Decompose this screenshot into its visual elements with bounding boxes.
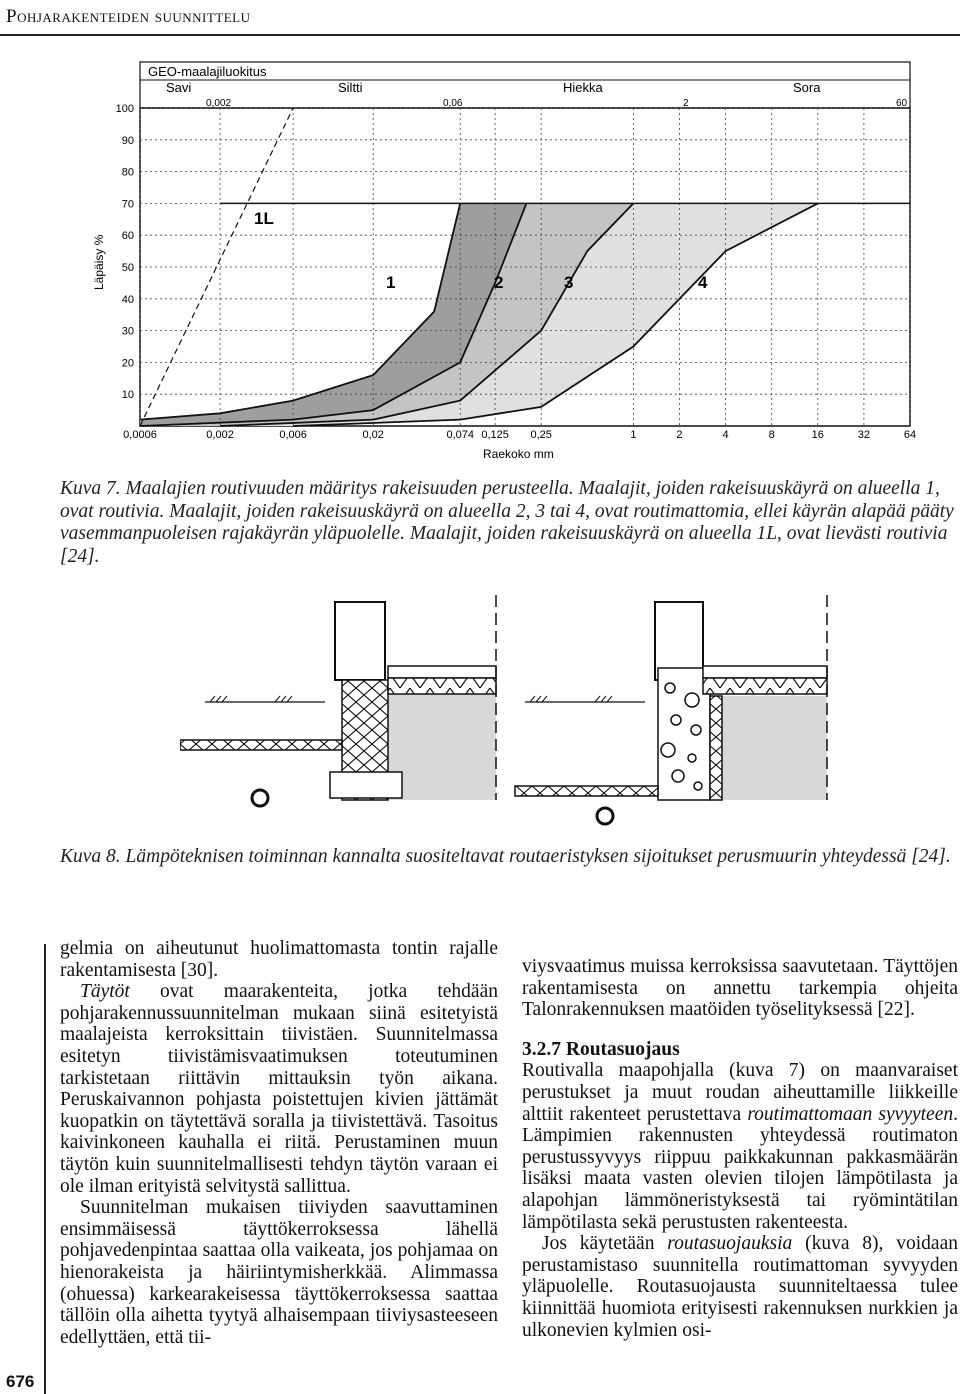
class-boundary-1: 0,06 (443, 98, 463, 109)
x-axis-title: Raekoko mm (483, 447, 554, 461)
zone-label-2: 2 (494, 273, 504, 292)
grass-mark-left (210, 696, 292, 702)
zone-label-1L: 1L (254, 209, 274, 228)
paragraph: gelmia on aiheutunut huolimattomasta tontin rajalle rakentamisesta [30]. (60, 938, 498, 981)
x-tick-label: 16 (811, 429, 824, 441)
y-tick-label: 70 (121, 198, 134, 211)
x-tick-label: 0,0006 (123, 429, 157, 441)
paragraph-text: Jos käytetään (542, 1233, 668, 1255)
x-tick-label: 0,074 (446, 429, 474, 441)
figure7-caption: Kuva 7. Maalajien routivuuden määritys rakeisuuden perusteella. Maalajit, joiden rakeisuuskäyrä on alueella 1, ovat routivia. Maalajit, joiden rakeisuuskäyrä on alueella 2, 3 tai 4, ovat routimattomia, ellei käyrän alapää pääty vasemmanpuoleisen rajakäyrän yläpuolelle. Maalajit, joiden rakeisuuskäyrä on alueella 1L, ovat lievästi routivia [24]. (60, 478, 954, 567)
floor-insulation-left (388, 678, 496, 694)
paragraph: viysvaatimus muissa kerroksissa saavutetaan. Täyttöjen rakentamisesta on annettu tarkempia ohjeita Talonrakennuksen maatöiden työselityksessä [22]. (522, 956, 958, 1021)
page-number: 676 (6, 1372, 35, 1391)
class-label-hiekka: Hiekka (563, 80, 603, 95)
class-label-savi: Savi (166, 80, 192, 95)
drain-pipe-left (252, 790, 268, 806)
x-tick-label: 8 (768, 429, 775, 441)
paragraph: Suunnitelman mukaisen tiiviyden saavuttaminen ensimmäisessä täyttökerroksessa lähellä pohjavedenpintaa saattaa olla vaikeata, jos pohjamaa on hienorakeista ja häiriintymisherkkää. Alimmassa (ohuessa) karkearakeisessa täyttökerroksessa saattaa tällöin olla aihetta tyytyä alhaisempaan tiiviysasteeseen edellyttäen, että tii- (60, 1197, 498, 1348)
term-italic: routasuojauksia (667, 1233, 793, 1255)
ground-insulation-right (515, 786, 658, 796)
x-tick-label: 0,002 (206, 429, 234, 441)
y-tick-label: 30 (121, 325, 134, 338)
x-tick-label: 64 (903, 429, 917, 441)
x-tick-label: 0,02 (362, 429, 384, 441)
section-heading: 3.2.7 Routasuojaus (522, 1038, 680, 1060)
paragraph-text: . Lämpimien rakennusten yhteydessä routimaton perustussyvyys riippuu paikkakunnan pakkasmäärän lisäksi maata vasten olevien tilojen lämpötilasta ja alapohjan lämmöneristyksestä tai ryömintätilan lämpötilasta sekä perustusten rakenteesta. (522, 1103, 958, 1233)
grain-size-chart (88, 58, 928, 463)
ground-insulation-left (180, 740, 342, 750)
term-italic: routimattomaan syvyyteen (747, 1103, 954, 1125)
zone-label-3: 3 (564, 273, 574, 292)
paragraph (522, 1233, 958, 1341)
floor-insulation-right (703, 678, 827, 694)
edge-insulation-right (710, 696, 722, 800)
footing-left (330, 772, 402, 798)
x-tick-label: 32 (857, 429, 871, 441)
paragraph-text: ovat maarakenteita, jotka tehdään pohjarakennussuunnitelman mukaan siinä esitetyistä maalajeista kerroksittain tiivistäen. Suunnitelmassa esitetyn tiivistämisvaatimuksen toteutuminen tarkistetaan riittävin mittauksin työn aikana. Peruskaivannon pohjasta poistettujen kivien jättämät kuopatkin on täytettävä soralla ja tiivistettävä. Tasoitus kaivinkoneen kauhalla ei riitä. Perustaminen muun täytön kuin suunnitelmallisesti tehdyn täytön varaan ei ole ilman erityistä selvitystä sallittua. (60, 981, 498, 1197)
paragraph (60, 981, 498, 1197)
x-tick-label: 0,006 (279, 429, 307, 441)
y-tick-label: 90 (121, 134, 134, 147)
term-italic: Täytöt (80, 981, 130, 1003)
running-header: Pohjarakenteiden suunnittelu (6, 6, 251, 27)
y-tick-label: 10 (121, 389, 134, 402)
class-boundary-3: 60 (896, 98, 908, 109)
figure8-caption: Kuva 8. Lämpöteknisen toiminnan kannalta suositeltavat routaeristyksen sijoitukset perusmuurin yhteydessä [24]. (60, 846, 951, 867)
zone-label-1: 1 (386, 273, 396, 292)
fill-right (712, 696, 827, 800)
y-axis-title: Läpäisy % (92, 234, 106, 290)
paragraph-text: Routivalla maapohjalla (kuva 7) on maanvaraiset perustukset ja muut roudan aiheuttamille liikkeille alttiit rakenteet perustettava (522, 1060, 958, 1125)
diagram-right (515, 595, 827, 824)
drain-pipe-right (597, 808, 613, 824)
y-tick-label: 50 (121, 262, 134, 274)
grass-mark-right (530, 696, 612, 702)
y-tick-label: 80 (121, 166, 134, 179)
x-tick-label: 1 (630, 429, 637, 441)
body-column-left (60, 938, 498, 1348)
page-margin-rule (44, 944, 46, 1394)
x-tick-label: 0,125 (481, 429, 509, 441)
diagram-left (180, 595, 496, 806)
x-tick-label: 0,25 (530, 429, 552, 441)
class-boundary-0: 0,002 (206, 98, 232, 109)
y-tick-label: 20 (121, 357, 134, 370)
slab-left (388, 666, 496, 678)
y-tick-label: 100 (115, 103, 134, 115)
foundation-diagrams (180, 590, 840, 830)
class-label-sora: Sora (793, 80, 821, 95)
paragraph-text: (kuva 8), voidaan perustamistaso suunnitella routimattoman syvyyden yläpuolelle. Routasuojausta suunniteltaessa tulee kiinnittää huomiota erityisesti rakennuksen nurkkien ja ulkonevien kylmien osi- (522, 1233, 958, 1341)
body-column-right (522, 956, 958, 1341)
y-tick-label: 60 (121, 230, 134, 243)
x-tick-label: 4 (722, 429, 729, 441)
paragraph (522, 1060, 958, 1233)
zone-label-4: 4 (698, 273, 708, 292)
class-boundary-2: 2 (683, 98, 689, 109)
class-title: GEO-maalajiluokitus (148, 64, 267, 79)
y-tick-label: 40 (121, 293, 134, 306)
wall-left (335, 602, 385, 680)
class-label-siltti: Siltti (338, 80, 363, 95)
header-rule (0, 34, 960, 36)
slab-right (703, 666, 827, 678)
x-tick-label: 2 (676, 429, 683, 441)
fill-left (388, 694, 496, 800)
